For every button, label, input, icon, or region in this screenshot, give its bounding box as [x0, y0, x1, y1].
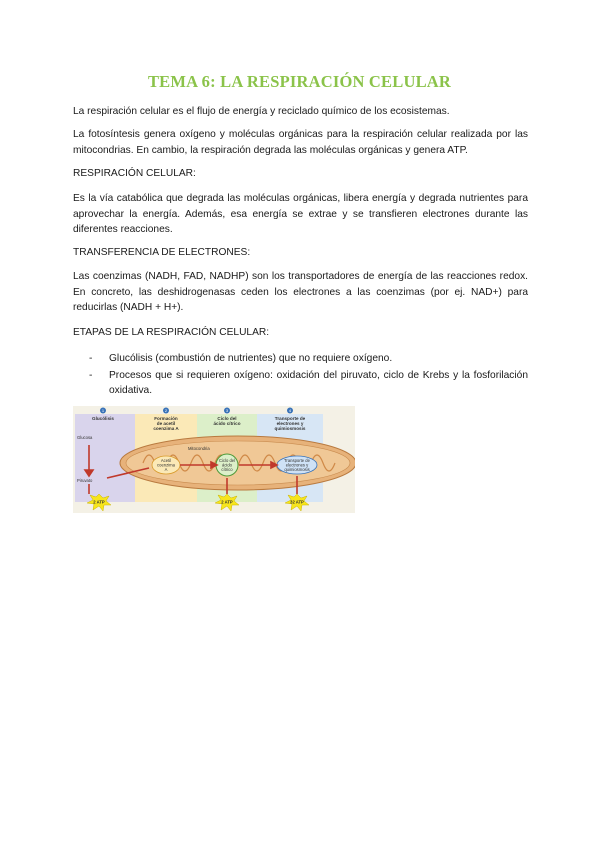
stage-2-number: 2 — [164, 408, 168, 414]
etc-label-line2: electrones y — [285, 462, 309, 468]
stage-2-label-line2: de acetil — [156, 421, 176, 426]
stages-heading: ETAPAS DE LA RESPIRACIÓN CELULAR: — [73, 327, 270, 338]
atp-label-1: 2 ATP — [93, 499, 105, 505]
atp-label-2: 2 ATP — [221, 499, 233, 505]
stage-2-label-line1: Formación — [154, 416, 178, 421]
stage-2-label-line3: coenzima A — [153, 426, 179, 431]
cycle-label-line3: cítrico — [221, 467, 233, 472]
list-marker: - — [89, 353, 93, 364]
list-marker: - — [89, 369, 93, 381]
etc-label-line3: quimiosmosis — [284, 467, 310, 472]
transfer-heading: TRANSFERENCIA DE ELECTRONES: — [73, 247, 251, 258]
stage-4-label-line1: Transporte de — [274, 416, 306, 421]
etc-label-line1: Transporte de — [284, 458, 310, 463]
stage-4-number: 4 — [288, 408, 292, 414]
acetyl-label-line2: coenzima — [157, 462, 175, 468]
pyruvate-label: Piruvato — [77, 478, 93, 483]
stages-list — [73, 351, 528, 400]
acetyl-label-line3: A — [164, 467, 168, 472]
glucose-label: Glucosa — [77, 435, 93, 440]
list-item-text: Procesos que si requieren oxígeno: oxidación del piruvato, ciclo de Krebs y la fosforilación oxidativa. — [109, 369, 528, 396]
acetyl-label-line1: Acetil — [160, 458, 172, 463]
cycle-label-line2: ácido — [221, 462, 233, 468]
stage-3-label-line1: Ciclo del — [217, 416, 237, 421]
cycle-label-line1: Ciclo del — [218, 458, 236, 463]
list-item-text: Glucólisis (combustión de nutrientes) que no requiere oxígeno. — [109, 353, 393, 364]
mitochondria-label: Mitocondria — [188, 446, 210, 451]
stage-3-label-line2: ácido cítrico — [213, 421, 241, 426]
respiration-heading: RESPIRACIÓN CELULAR: — [73, 168, 196, 179]
atp-label-3: 32 ATP — [290, 499, 304, 505]
intro-paragraph: La respiración celular es el flujo de energía y reciclado químico de los ecosistemas. — [73, 106, 450, 117]
list-item — [73, 351, 528, 367]
stage-1-label: Glucólisis — [92, 416, 114, 421]
photosynthesis-paragraph: La fotosíntesis genera oxígeno y moléculas orgánicas para la respiración celular realizada por las mitocondrias. En cambio, la respiración degrada las moléculas orgánicas y genera ATP. — [73, 129, 528, 156]
page-title: TEMA 6: LA RESPIRACIÓN CELULAR — [147, 72, 452, 91]
stage-4-label-line3: quimiosmosis — [274, 426, 306, 431]
stage-4-label-line2: electrones y — [276, 421, 304, 426]
respiration-diagram — [73, 406, 355, 513]
stage-3-number: 3 — [225, 408, 229, 414]
stage-1-number: 1 — [101, 408, 105, 414]
respiration-paragraph: Es la vía catabólica que degrada las moléculas orgánicas, libera energía y degrada nutrientes para aprovechar la energía. Además, esa energía se extrae y se transfieren electrones durante las diferentes reacciones. — [73, 193, 528, 235]
transfer-paragraph: Las coenzimas (NADH, FAD, NADHP) son los transportadores de energía de las reacciones redox. En concreto, las deshidrogenasas ceden los electrones a las coenzimas (por ej. NAD+) para reducirlas (NADH + H+). — [73, 271, 528, 313]
list-item — [73, 368, 528, 399]
